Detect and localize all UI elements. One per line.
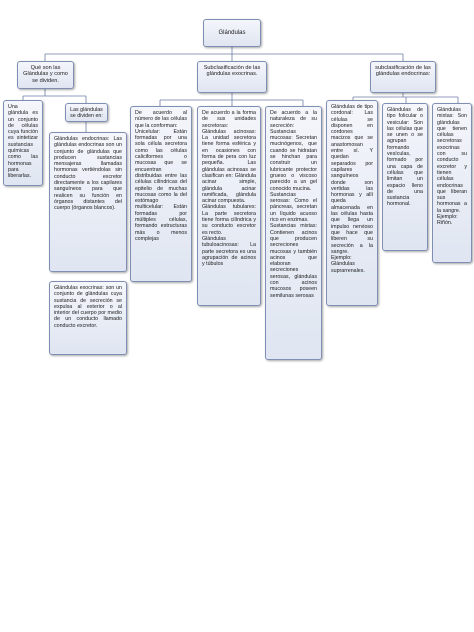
node-endocrinas-label: subclasificación de las glándulas endocrinas: (375, 65, 431, 78)
root-node-label: Glándulas (218, 29, 246, 36)
node-que-son-glandulas (17, 61, 74, 89)
node-tipo-folicular (382, 103, 428, 251)
node-glandulas-endocrinas (49, 132, 127, 272)
node-numero-celulas (130, 106, 192, 282)
numero-celulas-text: De acuerdo al número de las células que la conforman: Unicelular: Están formadas por una sola célula secretora como las células caliciformes o mucosas que se encuentran distribuidas entre las células cilíndricas del epitelio de muchas mucosas como la del estómago multicelular: Están formadas por múltiples células, formando estructuras más o menos complejas (135, 110, 187, 242)
node-tipo-cordonal (326, 100, 378, 306)
tipo-folicular-text: Glándulas de tipo folicular o vesicular: Son las células que se unen o se agrupan formando vesículas, formado por una capa de células que limitan un espacio lleno de una sustancia hormonal. (387, 107, 423, 208)
middle-branch-connector (160, 93, 303, 106)
endocrinas-text: Glándulas endocrinas: Las glándulas endocrinas son un conjunto de glándulas que producen sustancias mensajeras llamadas hormonas vertiéndolas sin conducto excretor directamente a los capilares sanguíneos para que realicen su función en órganos distantes del cuerpo (órganos blancos). (54, 136, 122, 212)
exocrinas-text: Glándulas exocrinas: son un conjunto de glándulas cuya sustancia de secreción se expulsa al exterior o al interior del cuerpo por medio de un conducto llamado conducto excretor. (54, 285, 122, 329)
tipo-cordonal-text: Glándulas de tipo cordonal: Las células se disponen en cordones macizos que se anastomosan entre sí. Y quedan separados por capilares sanguíneos donde son vertidas las hormonas y allí queda almacenada en las células hasta que llega un impulso nervioso que hace que liberen su secreción a la sangre. Ejemplo: Glándulas suprarrenales. (331, 104, 373, 274)
node-subclasificacion-endocrinas (370, 61, 436, 93)
node-se-dividen (65, 103, 108, 122)
node-glandulas-mixtas (432, 103, 472, 263)
node-que-son-label: Qué son las Glándulas y como se dividen. (23, 65, 68, 84)
node-forma-unidades-secretoras (197, 106, 261, 306)
naturaleza-secrecion-text: De acuerdo a la naturaleza de su secreción: Sustancias mucosas: Secretan mucinógenos, que cuando se hidratan se hinchan para construir un lubricante protector grueso o viscoso parecido a un gel conocido mucina. Sustancias serosas: Como el páncreas, secretan un líquido acuoso rico en enzimas. Sustancias mixtas: Contienen acinos que producen secreciones mucosas y también acinos que elaboran secreciones serosas, glándulas con acinos mucosos poseen semilunas serosas (270, 110, 317, 299)
root-node-glandulas (203, 19, 261, 47)
root-to-level1-connector (45, 47, 403, 61)
glandulas-mixtas-text: Glándulas mixtas: Son glándulas que tienen células secretoras exocrinas con su conducto excretor y tienen células endocrinas que liberan sus hormonas a la sangre. Ejemplo: Riñón. (437, 107, 467, 227)
forma-unidades-text: De acuerdo a la forma de sus unidades secretoras: Glándulas acinosas: La unidad secretora tiene forma esférica y en ocasiones con forma de pera con luz pequeña. Las glándulas acinosas se clasifican en: Glándula acinar simple, glándula acinar ramificada, glándula acinar compuesta. Glándulas tubulares: La parte secretora tiene forma cilíndrica y su conducto excretor es recto. Glándulas tubuloacinosas: La parte secretora es una agrupación de acinos y túbulos (202, 110, 256, 268)
se-dividen-label: Las glándulas se dividen en: (70, 107, 103, 120)
node-definicion-glandula (3, 100, 43, 186)
node-exocrinas-label: Subclasificación de las glándulas exocrinas. (203, 65, 261, 78)
node-naturaleza-secrecion (265, 106, 322, 360)
definicion-text: Una glándula es un conjunto de células cuya función es sintetizar sustancias químicas como las hormonas para liberarlas. (8, 104, 38, 180)
node-subclasificacion-exocrinas (197, 61, 267, 93)
node-glandulas-exocrinas (49, 281, 127, 355)
